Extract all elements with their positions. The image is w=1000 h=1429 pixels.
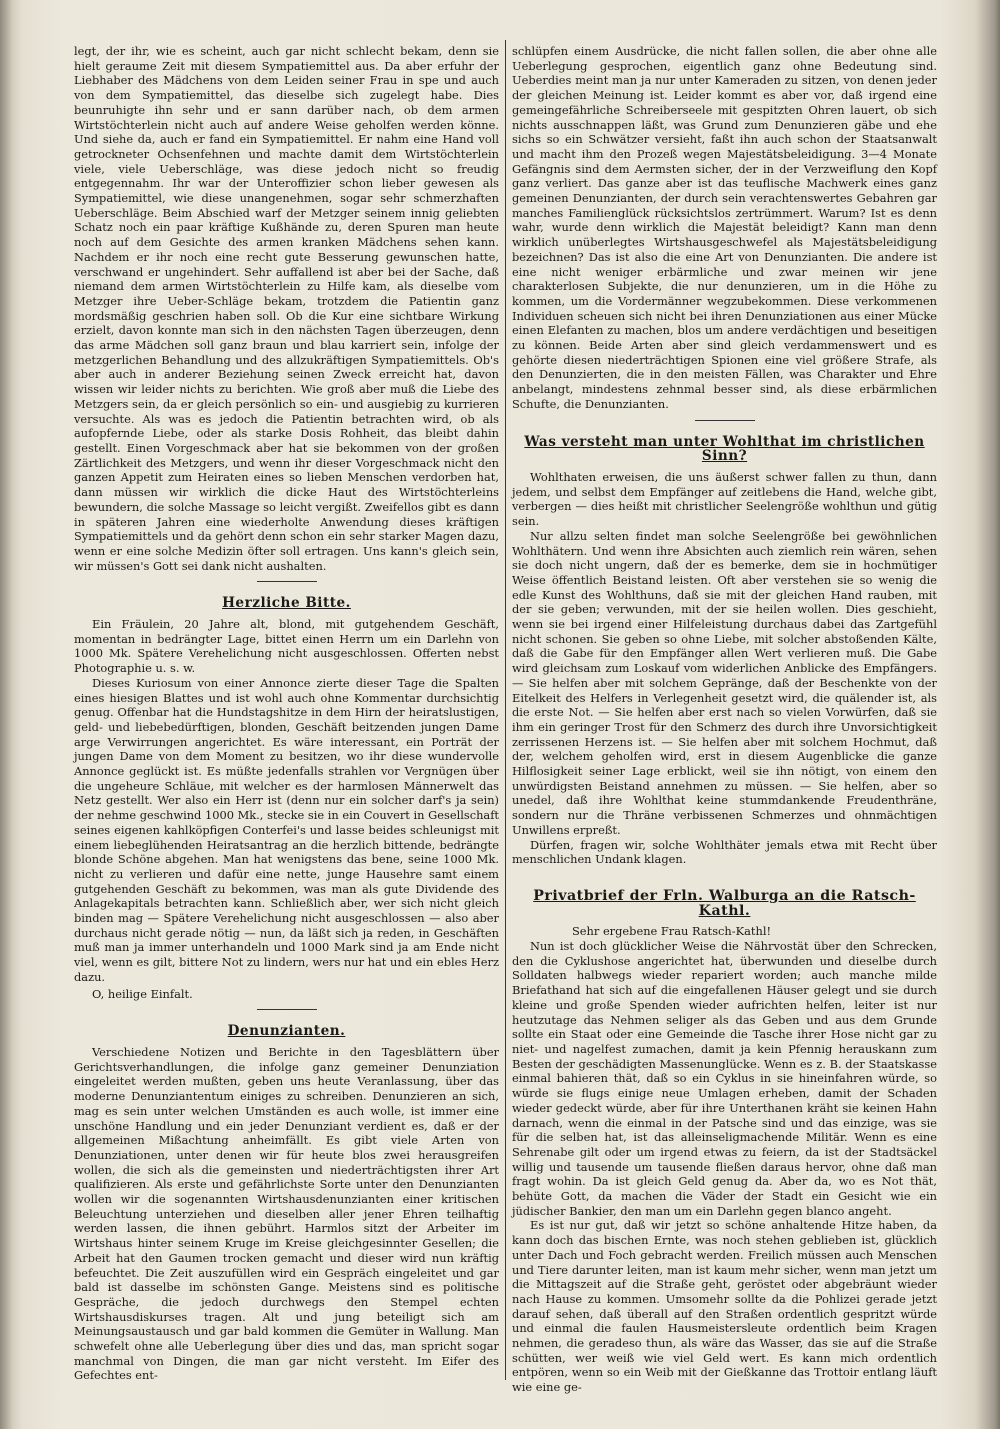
letter-paragraph-1: Nun ist doch glücklicher Weise die Nährvostät über den Schrecken, den die Cyklushose angerichtet hat, überwunden und dieselbe durch Solldaten halbwegs wieder repariert worden; auch manche milde Briefathand hat sich auf die eingefallenen Häuser gelegt und sie durch kleine und große Spenden wieder aufrichten helfen, leiter ist nur heutzutage das Nehmen seliger als das Geben und aus dem Grunde sollte ein Staat oder eine Gemeinde die Tasche ihrer Hose nicht gar zu niet- und nagelfest zumachen, damit ja kein Pfennig herauskann zum Besten der geschädigten Massenunglücke. Wenn es z. B. der Staatskasse einmal bahieren thät, daß so ein Cyklus in sie hineinfahren würde, so würde sie flugs einige neue Umlagen erheben, damit der Schaden wieder gedeckt würde, aber für ihre Unterthanen kräht sie keinen Hahn darnach, wenn die einmal in der Patsche sind und das einzige, was sie für die selben hat, ist das alleinseligmachende Militär. Wenn es eine Sehrenabe gilt oder um irgend etwas zu feiern, da ist der Stadtsäckel willig und tausende um tausende fließen daraus hervor, ohne daß man fragt wohin. Da ist gleich Geld genug da. Aber da, wo es Not thät, behüte Gott, da machen die Väder der Stadt ein Gesicht wie ein jüdischer Bankier, den man um ein Darlehn gegen blanco angeht.	[512, 939, 937, 1218]
heading-denunzianten	[74, 1024, 499, 1039]
article-sympatiemittel-continued: legt, der ihr, wie es scheint, auch gar nicht schlecht bekam, denn sie hielt geraume Zeit mit diesem Sympatiemittel aus. Da aber erfuhr der Liebhaber des Mädchens von dem Leiden seiner Frau in spe und auch von dem Sympatiemittel, das dieselbe sich zugelegt habe. Dies beunruhigte ihn sehr und er sann darüber nach, ob dem armen Wirtstöchterlein nicht auch auf andere Weise geholfen werden könne. Und siehe da, auch er fand ein Sympatiemittel. Er nahm eine Hand voll getrockneter Ochsenfehnen und machte damit dem Wirtstöchterlein viele, viele Ueberschläge, was diese jedoch nicht so freudig entgegennahm. Ihr war der Unteroffizier schon lieber gewesen als Sympatiemittel, wie diese unangenehmen, sogar sehr schmerzhaften Ueberschläge. Beim Abschied warf der Metzger seinem innig geliebten Schatz noch ein paar kräftige Kußhände zu, deren Spuren man heute noch auf dem Gesichte des armen kranken Mädchens sehen kann. Nachdem er ihr noch eine recht gute Besserung gewunschen hatte, verschwand er ungehindert. Sehr auffallend ist aber bei der Sache, daß niemand dem armen Wirtstöchterlein zu Hilfe kam, als dieselbe vom Metzger ihre Ueber-Schläge bekam, trotzdem die Patientin ganz mordsmäßig geschrien haben soll. Ob die Kur eine sichtbare Wirkung erzielt, davon konnte man sich in den nächsten Tagen überzeugen, denn das arme Mädchen soll ganz braun und blau karriert sein, infolge der metzgerlichen Behandlung und des allzukräftigen Sympatiemittels. Ob's aber auch in anderer Beziehung seinen Zweck erreicht hat, davon wissen wir leider nichts zu berichten. Wie groß aber muß die Liebe des Metzgers sein, da er gleich persönlich so ein- und ausgiebig zu kurrieren versuchte. Als was es jedoch die Patientin betrachten wird, ob als aufopfernde Liebe, oder als starke Dosis Rohheit, das bleibt dahin gestellt. Einen Vorgeschmack aber hat sie bekommen von der großen Zärtlichkeit des Metzgers, und wenn ihr dieser Vorgeschmack nicht den ganzen Appetit zum Heiraten eines so lieben Menschen verdorben hat, dann müssen wir wirklich die dicke Haut des Wirtstöchterleins bewundern, die solche Massage so leicht vergißt. Zweifellos gibt es dann in späteren Jahren eine wiederholte Anwendung dieses kräftigen Sympatiemittels und da gehört denn schon ein sehr starker Magen dazu, wenn er eine solche Medizin öfter soll ertragen. Uns kann's gleich sein, wir müssen's Gott sei dank nicht aushalten.	[74, 44, 499, 573]
heading-herzliche-bitte-text: Herzliche Bitte.	[222, 595, 351, 612]
wohlthat-paragraph-3: Dürfen, fragen wir, solche Wohlthäter jemals etwa mit Recht über menschlichen Undank klagen.	[512, 837, 937, 867]
heading-wohlthat-text: Was versteht man unter Wohlthat im christlichen Sinn?	[524, 433, 925, 465]
annonce-text: Ein Fräulein, 20 Jahre alt, blond, mit gutgehendem Geschäft, momentan in bedrängter Lage, bittet einen Herrn um ein Darlehn von 1000 Mk. Spätere Verehelichung nicht ausgeschlossen. Offerten nebst Photographie u. s. w.	[74, 617, 499, 676]
annonce-signoff: O, heilige Einfalt.	[92, 986, 193, 1001]
heading-privatbrief: Privatbrief der Frln. Walburga an die Ratsch-Kathl.	[533, 887, 916, 919]
heading-denunzianten-text: Denunzianten.	[227, 1023, 346, 1040]
column-divider	[505, 40, 506, 1380]
article-denunzianten-continued: schlüpfen einem Ausdrücke, die nicht fallen sollen, die aber ohne alle Ueberlegung gesprochen, eigentlich ganz ohne Bedeutung sind. Ueberdies meint man ja nur unter Kameraden zu sitzen, von denen jeder der gleichen Meinung ist. Leider kommt es aber vor, daß irgend eine gemeingefährliche Schreiberseele mit gespitzten Ohren lauert, ob sich nichts ausschnappen läßt, was Grund zum Denunzieren gäbe und ehe sichs so ein Schwätzer versieht, faßt ihn auch schon der Staatsanwalt und macht ihm den Prozeß wegen Majestätsbeleidigung. 3—4 Monate Gefängnis sind dem Aermsten sicher, der in der Verzweiflung den Kopf ganz verliert. Das ganze aber ist das teuflische Machwerk eines ganz gemeinen Denunzianten, der durch sein verachtenswertes Gebahren gar manches Familienglück rücksichtslos zertrümmert. Warum? Ist es denn wahr, wurde denn wirklich die Majestät beleidigt? Kann man denn wirklich unüberlegtes Wirtshausgeschwefel als Majestätsbeleidigung bezeichnen? Das ist also die eine Art von Denunzianten. Die andere ist eine nicht weniger erbärmliche und zwar meinen wir jene charakterlosen Subjekte, die nur denunzieren, um in die Höhe zu kommen, um die Vordermänner wegzubekommen. Diese verkommenen Individuen scheuen sich nicht bei ihren Denunziationen aus einer Mücke einen Elefanten zu machen, blos um andere verdächtigen und beseitigen zu können. Beide Arten aber sind gleich verdammenswert und es gehörte diesen niederträchtigen Spionen eine viel größere Strafe, als den Denunzierten, die in den meisten Fällen, was Charakter und Ehre anbelangt, mindestens zehnmal besser sind, als diese erbärmlichen Schufte, die Denunzianten.	[512, 44, 937, 411]
wohlthat-paragraph-2: Nur allzu selten findet man solche Seelengröße bei gewöhnlichen Wohlthätern. Und wenn ihre Absichten auch ziemlich rein wären, sehen sie doch nicht ungern, daß der es bemerke, dem sie in hochmütiger Weise öffentlich Beistand leisten. Oft aber verstehen sie so wenig die edle Kunst des Wohlthuns, daß sie mit der gleichen Hand rauben, mit der sie geben; verwunden, mit der sie heilen wollen. Dies geschieht, wenn sie bei irgend einer Hilfeleistung durchaus dabei das Zartgefühl nicht schonen. Sie geben so ohne Liebe, mit solcher abstoßenden Kälte, daß die Gabe für den Empfänger allen Wert verlieren muß. Die Gabe wird gleichsam zum Loskauf vom widerlichen Anblicke des Empfängers. — Sie helfen aber mit solchem Gepränge, daß der Beschenkte von der Eitelkeit des Helfers in Verlegenheit gesetzt wird, die quälender ist, als die erste Not. — Sie helfen aber erst nach so vielen Vorwürfen, daß sie ihm ein geringer Trost für den Schmerz des durch ihre Unvorsichtigkeit zerrissenen Herzens ist. — Sie helfen aber mit solchem Hochmut, daß der, welchem geholfen wird, erst in diesem Augenblicke die ganze Hilflosigkeit seiner Lage erblickt, weil sie ihn nötigt, von einem den unwürdigsten Beistand annehmen zu müssen. — Sie helfen, aber so unedel, daß ihre Wohlthat keine stummdankende Freudenthräne, sondern nur die Thräne verbissenen Schmerzes und ohnmächtigen Unwillens erpreßt.	[512, 528, 937, 837]
wohlthat-paragraph-1: Wohlthaten erweisen, die uns äußerst schwer fallen zu thun, dann jedem, und selbst dem Empfänger auf zeitlebens die Hand, welche gibt, verbergen — dies heißt mit christlicher Seelengröße wohlthun und gütig sein.	[512, 469, 937, 529]
heading-wohlthat	[512, 435, 937, 464]
annonce-commentary: Dieses Kuriosum von einer Annonce zierte dieser Tage die Spalten eines hiesigen Blattes und ist wohl auch ohne Kommentar durchsichtig genug. Offenbar hat die Hundstagshitze in dem Hirn der heiratslustigen, geld- und liebebedürftigen, blonden, Geschäft beitzenden jungen Dame arge Verwirrungen angerichtet. Es wäre interessant, ein Porträt der jungen Dame von dem Moment zu besitzen, wo ihr diese wundervolle Annonce geglückt ist. Es müßte jedenfalls strahlen vor Vergnügen über die ungeheure Schläue, mit welcher es der harmlosen Männerwelt das Netz gestellt. Wer also ein Herr ist (denn nur ein solcher darf's ja sein) der nehme geschwind 1000 Mk., stecke sie in ein Couvert in Gesellschaft seines eigenen kahlköpfigen Conterfei's und lasse beides schleunigst mit einem liebeglühenden Heiratsantrag an die herzlich bittende, bedrängte blonde Schöne abgehen. Man hat wenigstens das bene, seine 1000 Mk. nicht zu verlieren und dafür eine nette, junge Hausehre samt einem gutgehenden Geschäft zu bekommen, was man als gute Dividende des Anlagekapitals betrachten kann. Schließlich aber, wer sich nicht gleich binden mag — Spätere Verehelichung nicht ausgeschlossen — also aber durchaus nicht gerade nötig — nun, da läßt sich ja reden, in Geschäften muß man ja immer unterhandeln und 1000 Mark sind ja am Ende nicht viel, wenn es gilt, bittere Not zu lindern, wers nur hat und ein ebles Herz dazu.	[74, 675, 499, 984]
heading-herzliche-bitte	[74, 596, 499, 611]
article-denunzianten: Verschiedene Notizen und Berichte in den Tagesblättern über Gerichtsverhandlungen, die infolge ganz gemeiner Denunziation eingeleitet werden mußten, geben uns heute Veranlassung, über das moderne Denunziantentum einiges zu schreiben. Denunzieren an sich, mag es sein unter welchen Umständen es auch wolle, ist immer eine unschöne Handlung und ein jeder Denunziant verdient es, daß er der allgemeinen Mißachtung anheimfällt. Es gibt viele Arten von Denunziationen, unter denen wir für heute blos zwei herausgreifen wollen, die sich als die gemeinsten und niederträchtigsten ihrer Art qualifizieren. Als erste und gefährlichste Sorte unter den Denunzianten wollen wir die sogenannten Wirtshausdenunzianten einer kritischen Beleuchtung unterziehen und dieselben aller jener Ehren teilhaftig werden lassen, die ihnen gebührt. Harmlos sitzt der Arbeiter im Wirtshaus hinter seinem Kruge im Kreise gleichgesinnter Gesellen; die Arbeit hat den Gaumen trocken gemacht und dieser wird nun kräftig befeuchtet. Die Zeit auszufüllen wird ein Gespräch eingeleitet und gar bald ist dasselbe im schönsten Gange. Meistens sind es politische Gespräche, die jedoch durchwegs den Stempel echten Wirtshausdiskurses tragen. Alt und jung beteiligt sich am Meinungsaustausch und gar bald kommen die Gemüter in Wallung. Man schwefelt ohne alle Ueberlegung über dies und das, man spricht sogar manchmal von Dingen, die man gar nicht versteht. Im Eifer des Gefechtes ent-	[74, 1045, 499, 1383]
left-column	[74, 44, 499, 1383]
section-rule	[695, 420, 755, 421]
right-column	[512, 44, 937, 1395]
section-rule	[257, 581, 317, 582]
page-binding-edge	[0, 0, 12, 1429]
letter-salutation: Sehr ergebene Frau Ratsch-Kathl!	[572, 924, 772, 939]
letter-paragraph-2: Es ist nur gut, daß wir jetzt so schöne anhaltende Hitze haben, da kann doch das bischen Ernte, was noch stehen geblieben ist, glücklich unter Dach und Foch gebracht werden. Freilich müssen auch Menschen und Tiere darunter leiten, man ist kaum mehr sicher, wenn man jetzt um die Mittagszeit auf die Straße geht, geröstet oder abgebräunt wieder nach Hause zu kommen. Umsomehr sollte da die Pohlizei gerade jetzt darauf sehen, daß überall auf den Straßen ordentlich gespritzt würde und einmal die faulen Hausmeistersleute ordentlich beim Kragen nehmen, die geradeso thun, als wäre das Wasser, das sie auf die Straße schütten, wer weiß wie viel Geld wert. Es kann mich ordentlich entpören, wenn so ein Weib mit der Gießkanne das Trottoir entlang läuft wie eine ge-	[512, 1218, 937, 1395]
section-rule	[257, 1009, 317, 1010]
